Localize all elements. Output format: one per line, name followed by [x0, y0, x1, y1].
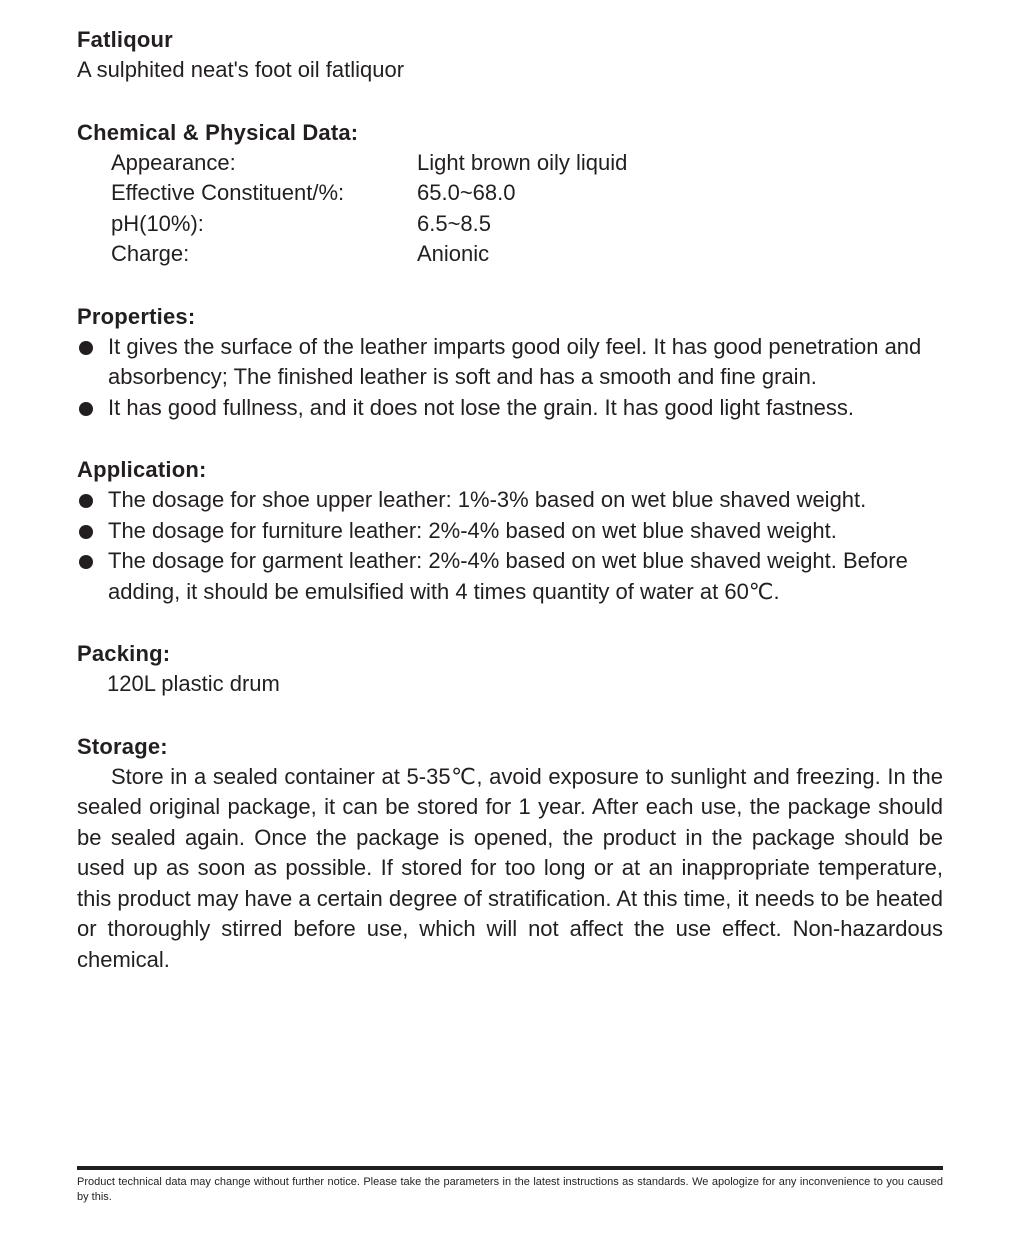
data-value: Anionic — [417, 241, 490, 266]
storage-heading: Storage: — [77, 733, 168, 759]
data-row-appearance — [77, 148, 943, 179]
data-label: Charge: — [111, 241, 190, 266]
properties-list — [77, 332, 943, 424]
list-item — [77, 546, 943, 607]
bullet-icon — [79, 555, 93, 569]
list-item — [77, 393, 943, 424]
data-label: Appearance: — [111, 149, 236, 175]
list-item — [77, 516, 943, 547]
bullet-icon — [79, 341, 93, 355]
list-item — [77, 332, 943, 393]
data-value: 6.5~8.5 — [417, 210, 492, 236]
footer-disclaimer — [77, 1166, 943, 1205]
data-row-effective-constituent — [77, 178, 943, 209]
list-item — [77, 485, 943, 516]
list-item-text: The dosage for shoe upper leather: 1%-3% based on wet blue shaved weight. — [108, 487, 867, 512]
packing-section — [77, 638, 943, 700]
document-body — [77, 24, 943, 975]
properties-heading: Properties: — [77, 303, 196, 329]
data-value: 65.0~68.0 — [417, 180, 516, 205]
properties-section — [77, 301, 943, 424]
application-list — [77, 485, 943, 607]
application-heading: Application: — [77, 457, 207, 482]
bullet-icon — [79, 494, 93, 508]
packing-text: 120L plastic drum — [107, 671, 280, 696]
data-row-ph — [77, 209, 943, 240]
data-row-charge — [77, 239, 943, 270]
product-section — [77, 24, 943, 86]
bullet-icon — [79, 525, 93, 539]
list-item-text: It gives the surface of the leather imparts good oily feel. It has good penetration and absorbency; The finished leather is soft and has a smooth and fine grain. — [108, 333, 922, 389]
bullet-icon — [79, 402, 93, 416]
packing-heading: Packing: — [77, 641, 171, 666]
product-name: Fatliqour — [77, 27, 173, 52]
chemical-physical-section — [77, 117, 943, 270]
product-description: A sulphited neat's foot oil fatliquor — [77, 57, 405, 82]
chemical-physical-heading: Chemical & Physical Data: — [77, 119, 359, 145]
storage-text: Store in a sealed container at 5-35℃, avoid exposure to sunlight and freezing. In the sealed original package, it can be stored for 1 year. After each use, the package should be sealed again. Once the package is opened, the product in the package should be used up as soon as possible. If stored for too long or at an inappropriate temperature, this product may have a certain degree of stratification. At this time, it needs to be heated or thoroughly stirred before use, which will not affect the use effect. Non-hazardous chemical. — [77, 763, 943, 972]
list-item-text: The dosage for garment leather: 2%-4% based on wet blue shaved weight. Before adding, it should be emulsified with 4 times quantity of water at 60℃. — [108, 548, 908, 604]
list-item-text: The dosage for furniture leather: 2%-4% based on wet blue shaved weight. — [108, 517, 837, 543]
data-value: Light brown oily liquid — [417, 149, 628, 175]
list-item-text: It has good fullness, and it does not lose the grain. It has good light fastness. — [108, 394, 855, 420]
storage-section — [77, 731, 943, 976]
footer-text: Product technical data may change without further notice. Please take the parameters in the latest instructions as standards. We apologize for any inconvenience to you caused by this. — [77, 1176, 943, 1203]
data-label: Effective Constituent/%: — [111, 180, 345, 205]
application-section — [77, 454, 943, 607]
data-label: pH(10%): — [111, 210, 204, 236]
